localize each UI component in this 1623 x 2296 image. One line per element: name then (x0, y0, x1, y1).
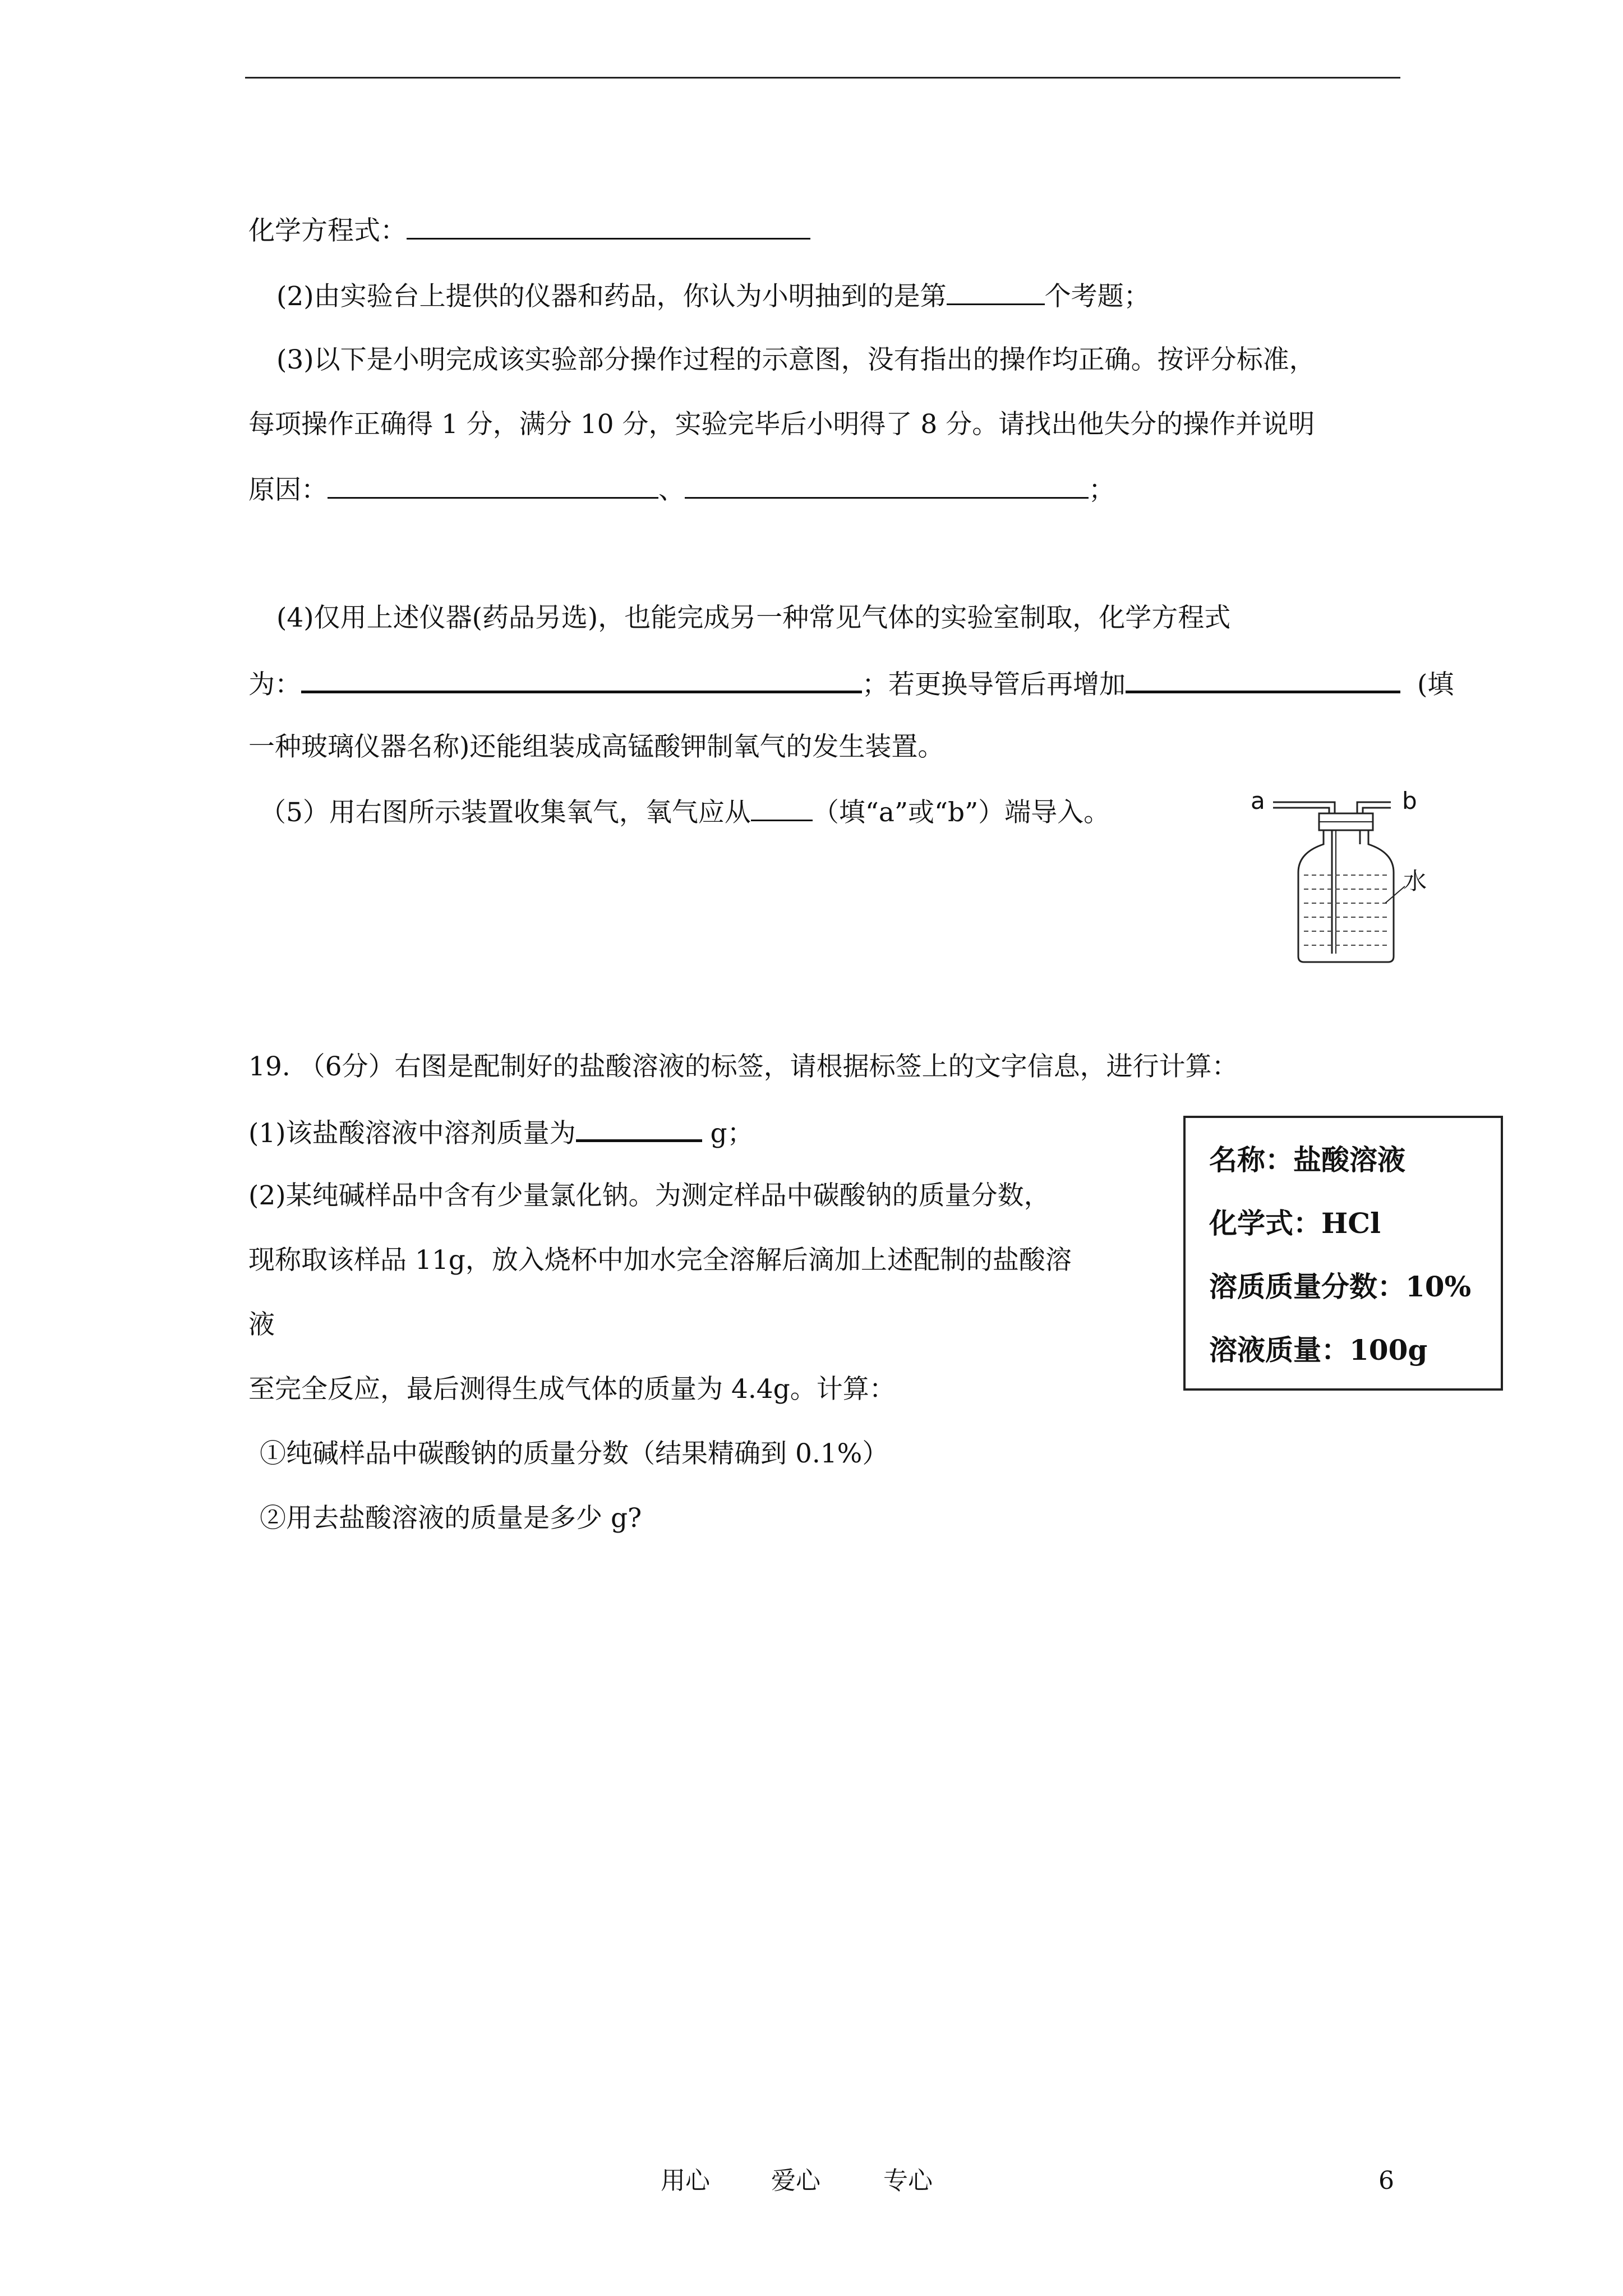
water-level (1304, 875, 1390, 945)
q19-part2-line1: (2)某纯碱样品中含有少量氯化钠。为测定样品中碳酸钠的质量分数， (248, 1180, 1050, 1211)
q19-part1-text: (1)该盐酸溶液中溶剂质量为 (248, 1118, 576, 1149)
part4-label: 为： (248, 669, 301, 700)
label-water: 水 (1403, 867, 1427, 895)
answer-blank-equation[interactable] (407, 213, 810, 240)
footer-word-3: 专心 (883, 2166, 933, 2195)
footer-word-2: 爱心 (771, 2166, 820, 2195)
label-formula: 化学式：HCl (1209, 1207, 1381, 1240)
q18-part2-suffix: 个考题； (1044, 281, 1150, 312)
equation-line (248, 213, 810, 248)
q19-part2-line2: 现称取该样品 11g，放入烧杯中加水完全溶解后滴加上述配制的盐酸溶 (248, 1245, 1072, 1276)
q19-part2-line3: 液 (248, 1309, 275, 1340)
footer-word-1: 用心 (661, 2166, 710, 2195)
part5-text: （5）用右图所示装置收集氧气，氧气应从 (260, 797, 751, 828)
q18-part3-line1: (3)以下是小明完成该实验部分操作过程的示意图，没有指出的操作均正确。按评分标准， (276, 344, 1316, 375)
page-number: 6 (1378, 2166, 1394, 2195)
reason-label: 原因： (248, 475, 328, 505)
answer-blank-end[interactable] (751, 795, 813, 821)
q19-intro: 19. （6分）右图是配制好的盐酸溶液的标签，请根据标签上的文字信息，进行计算： (248, 1051, 1238, 1082)
solution-label-card (1183, 1116, 1503, 1391)
q19-part2-line4: 至完全反应，最后测得生成气体的质量为 4.4g。计算： (248, 1374, 896, 1405)
bottle (1298, 830, 1394, 962)
gas-bottle-diagram (1251, 791, 1436, 970)
answer-blank-solvent-mass[interactable] (576, 1115, 702, 1142)
reason-separator: 、 (658, 475, 685, 505)
part4-suffix: (填 (1417, 669, 1454, 700)
q18-part3-line2: 每项操作正确得 1 分，满分 10 分，实验完毕后小明得了 8 分。请找出他失分的操作并说明 (248, 409, 1315, 440)
label-mass-fraction: 溶质质量分数：10% (1209, 1270, 1472, 1303)
equation-label: 化学方程式： (248, 215, 407, 246)
q18-part4-line3: 一种玻璃仪器名称)还能组装成高锰酸钾制氧气的发生装置。 (248, 731, 944, 762)
q18-part5 (260, 795, 1110, 830)
q18-part4-line2 (248, 666, 1454, 702)
q19-sub2: ②用去盐酸溶液的质量是多少 g? (260, 1503, 642, 1534)
q19-sub1: ①纯碱样品中碳酸钠的质量分数（结果精确到 0.1%） (260, 1438, 889, 1469)
part4-mid-text: ；若更换导管后再增加 (862, 669, 1126, 700)
part5-suffix: （填“a”或“b”）端导入。 (812, 797, 1110, 828)
q19-part1 (248, 1115, 754, 1151)
header-rule (245, 77, 1400, 79)
q18-part4-line1: (4)仅用上述仪器(药品另选)，也能完成另一种常见气体的实验室制取，化学方程式 (276, 602, 1231, 633)
answer-blank-reason-1[interactable] (328, 472, 658, 499)
answer-blank-topic[interactable] (947, 279, 1045, 305)
label-name: 名称：盐酸溶液 (1209, 1143, 1405, 1176)
answer-blank-equation-2[interactable] (301, 666, 862, 693)
label-b: b (1402, 791, 1417, 815)
answer-blank-instrument[interactable] (1126, 666, 1400, 693)
q19-part1-unit: g； (702, 1118, 754, 1149)
reason-suffix: ； (1089, 475, 1115, 505)
q18-part3-line3 (248, 472, 1115, 507)
label-a: a (1251, 791, 1265, 815)
label-solution-mass: 溶液质量：100g (1209, 1333, 1428, 1366)
q18-part2 (276, 279, 1150, 314)
answer-blank-reason-2[interactable] (685, 472, 1089, 499)
q18-part2-text: (2)由实验台上提供的仪器和药品，你认为小明抽到的是第 (276, 281, 947, 312)
